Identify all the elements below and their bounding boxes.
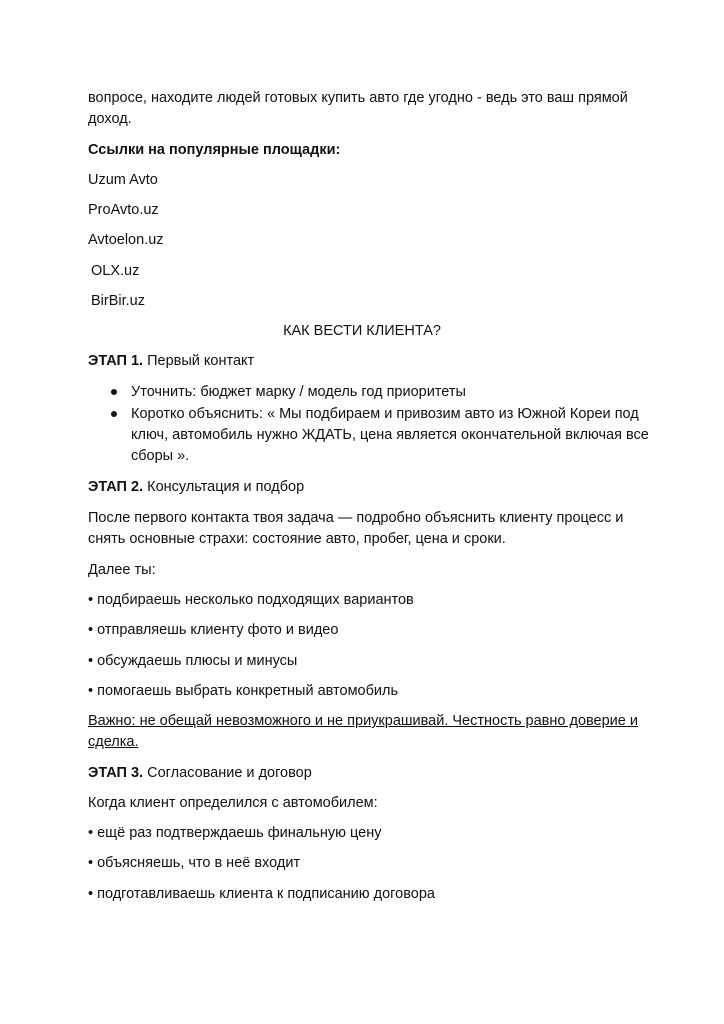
stage2-title: Консультация и подбор	[147, 479, 305, 495]
intro-line-1: вопросе, находите людей готовых купить авто где угодно - ведь это ваш прямой	[88, 90, 628, 106]
stage2-item-2: • отправляешь клиенту фото и видео	[88, 622, 339, 638]
stage3-title: Согласование и договор	[147, 765, 312, 781]
stage3-item-1: • ещё раз подтверждаешь финальную цену	[88, 825, 382, 841]
link-item-proavto: ProAvto.uz	[88, 202, 159, 218]
stage2-heading	[88, 477, 304, 498]
bullet-dot-icon	[111, 411, 117, 417]
link-item-olx: OLX.uz	[91, 263, 140, 279]
link-item-birbir: BirBir.uz	[91, 293, 145, 309]
stage2-paragraph-line-1: После первого контакта твоя задача — подробно объяснить клиенту процесс и	[88, 510, 624, 526]
stage1-bullet-1: Уточнить: бюджет марку / модель год приоритеты	[131, 384, 466, 400]
link-item-avtoelon: Avtoelon.uz	[88, 232, 164, 248]
stage1-title: Первый контакт	[147, 353, 255, 369]
bullet-dot-icon	[111, 389, 117, 395]
stage3-heading	[88, 763, 312, 784]
section-title: КАК ВЕСТИ КЛИЕНТА?	[283, 323, 441, 339]
stage2-next: Далее ты:	[88, 562, 156, 578]
stage2-item-3: • обсуждаешь плюсы и минусы	[88, 653, 298, 669]
stage3-intro: Когда клиент определился с автомобилем:	[88, 795, 378, 811]
links-heading: Ссылки на популярные площадки:	[88, 142, 341, 158]
stage2-important-line-2: сделка.	[88, 734, 139, 750]
stage3-item-3: • подготавливаешь клиента к подписанию договора	[88, 886, 435, 902]
stage2-item-4: • помогаешь выбрать конкретный автомобиль	[88, 683, 399, 699]
stage3-item-2: • объясняешь, что в неё входит	[88, 855, 301, 871]
stage1-label: ЭТАП 1.	[88, 353, 144, 369]
stage2-item-1: • подбираешь несколько подходящих вариантов	[88, 592, 414, 608]
stage1-heading	[88, 351, 254, 372]
stage1-bullet-2-line-1: Коротко объяснить: « Мы подбираем и привозим авто из Южной Кореи под	[131, 406, 639, 422]
stage2-important-line-1: Важно: не обещай невозможного и не приукрашивай. Честность равно доверие и	[88, 713, 638, 729]
stage2-label: ЭТАП 2.	[88, 479, 144, 495]
link-item-uzum-avto: Uzum Avto	[88, 172, 158, 188]
stage2-paragraph-line-2: снять основные страхи: состояние авто, пробег, цена и сроки.	[88, 531, 506, 547]
stage1-bullet-2-line-3: сборы ».	[131, 448, 190, 464]
stage1-bullet-2-line-2: ключ, автомобиль нужно ЖДАТЬ, цена является окончательной включая все	[131, 427, 649, 443]
intro-line-2: доход.	[88, 111, 132, 127]
stage3-label: ЭТАП 3.	[88, 765, 144, 781]
